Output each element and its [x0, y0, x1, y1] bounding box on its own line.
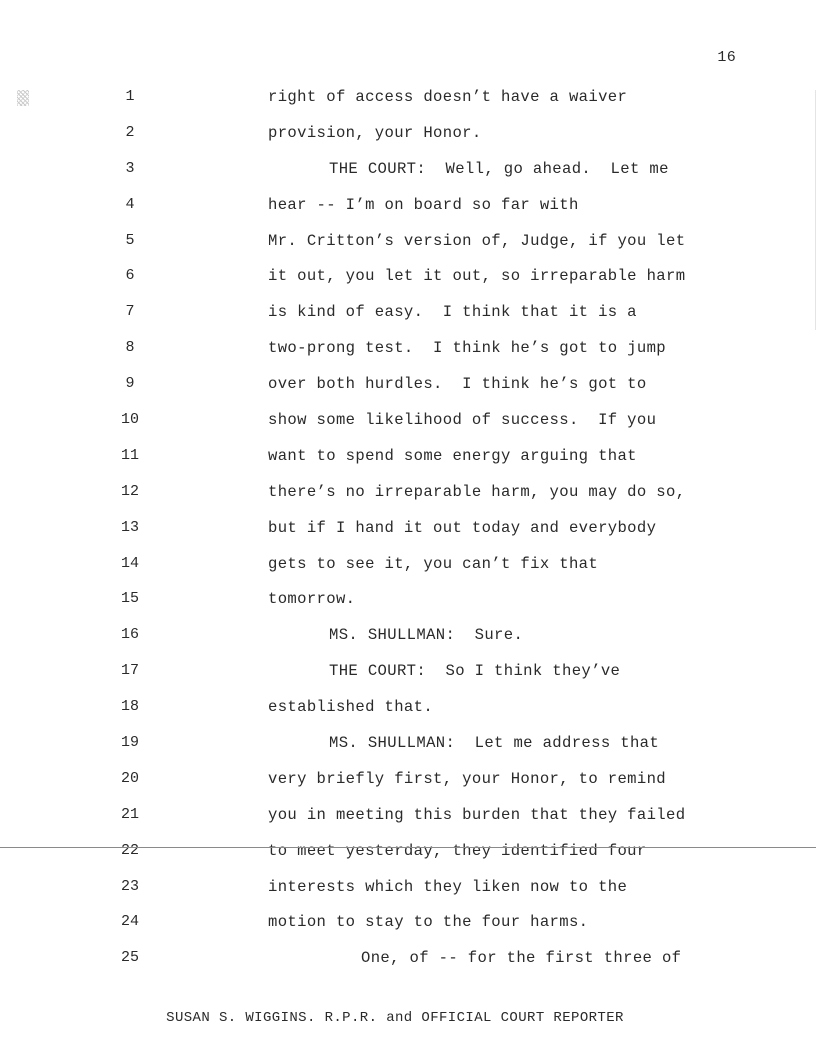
line-number: 18: [120, 698, 139, 716]
transcript-line: [0, 337, 816, 373]
line-text: you in meeting this burden that they failed: [268, 805, 686, 824]
page-number: 16: [717, 49, 736, 66]
line-number: 9: [125, 375, 135, 393]
line-number: 23: [120, 877, 139, 895]
line-text: tomorrow.: [268, 590, 356, 609]
line-text: provision, your Honor.: [268, 123, 482, 142]
line-number: 6: [125, 267, 135, 285]
transcript-line: [0, 373, 816, 409]
line-number: 8: [125, 339, 135, 357]
line-number: 10: [120, 411, 139, 429]
transcript-line: [0, 911, 816, 947]
line-text: over both hurdles. I think he’s got to: [268, 375, 647, 394]
transcript-line: [0, 301, 816, 337]
transcript-lines: [0, 86, 816, 983]
line-text: MS. SHULLMAN: Let me address that: [329, 734, 660, 753]
transcript-line: [0, 481, 816, 517]
line-text: THE COURT: Well, go ahead. Let me: [329, 159, 669, 178]
line-text: established that.: [268, 698, 434, 717]
line-number: 2: [125, 123, 135, 141]
transcript-line: [0, 122, 816, 158]
line-text: to meet yesterday, they identified four: [268, 841, 647, 860]
line-number: 16: [120, 626, 139, 644]
transcript-line: [0, 660, 816, 696]
line-number: 7: [125, 303, 135, 321]
transcript-line: [0, 230, 816, 266]
line-number: 17: [120, 662, 139, 680]
line-text: is kind of easy. I think that it is a: [268, 303, 637, 322]
transcript-line: [0, 517, 816, 553]
transcript-line: [0, 696, 816, 732]
line-number: 19: [120, 734, 139, 752]
line-number: 25: [120, 949, 139, 967]
line-text: want to spend some energy arguing that: [268, 446, 637, 465]
line-text: motion to stay to the four harms.: [268, 913, 589, 932]
line-text: hear -- I’m on board so far with: [268, 195, 579, 214]
line-number: 3: [125, 159, 135, 177]
transcript-line: [0, 158, 816, 194]
footer: [0, 1010, 816, 1026]
line-number: 15: [120, 590, 139, 608]
transcript-line: [0, 194, 816, 230]
footer-text: SUSAN S. WIGGINS. R.P.R. and OFFICIAL COURT REPORTER: [166, 1010, 624, 1026]
transcript-line: [0, 588, 816, 624]
transcript-line: [0, 265, 816, 301]
line-number: 14: [120, 554, 139, 572]
line-number: 21: [120, 805, 139, 823]
horizontal-rule: [0, 847, 816, 848]
transcript-line: [0, 86, 816, 122]
line-text: two-prong test. I think he’s got to jump: [268, 339, 667, 358]
transcript-line: [0, 553, 816, 589]
line-text: but if I hand it out today and everybody: [268, 518, 657, 537]
line-number: 5: [125, 231, 135, 249]
line-number: 20: [120, 769, 139, 787]
line-number: 12: [120, 482, 139, 500]
line-text: gets to see it, you can’t fix that: [268, 554, 599, 573]
line-number: 13: [120, 518, 139, 536]
transcript-line: [0, 804, 816, 840]
transcript-line: [0, 840, 816, 876]
transcript-line: [0, 445, 816, 481]
transcript-line: [0, 409, 816, 445]
line-text: very briefly first, your Honor, to remind: [268, 769, 667, 788]
line-text: MS. SHULLMAN: Sure.: [329, 626, 524, 645]
line-text: there’s no irreparable harm, you may do so,: [268, 482, 686, 501]
line-text: show some likelihood of success. If you: [268, 411, 657, 430]
transcript-line: [0, 947, 816, 983]
line-number: 4: [125, 195, 135, 213]
transcript-line: [0, 732, 816, 768]
line-text: THE COURT: So I think they’ve: [329, 662, 621, 681]
line-number: 22: [120, 841, 139, 859]
line-number: 1: [125, 88, 135, 105]
line-text: interests which they liken now to the: [268, 877, 628, 896]
line-text: right of access doesn’t have a waiver: [268, 88, 628, 106]
line-text: Mr. Critton’s version of, Judge, if you let: [268, 231, 686, 250]
line-number: 11: [120, 446, 139, 464]
transcript-line: [0, 624, 816, 660]
transcript-line: [0, 768, 816, 804]
transcript-line: [0, 876, 816, 912]
line-number: 24: [120, 913, 139, 931]
line-text: it out, you let it out, so irreparable harm: [268, 267, 686, 286]
line-text: One, of -- for the first three of: [361, 949, 682, 968]
